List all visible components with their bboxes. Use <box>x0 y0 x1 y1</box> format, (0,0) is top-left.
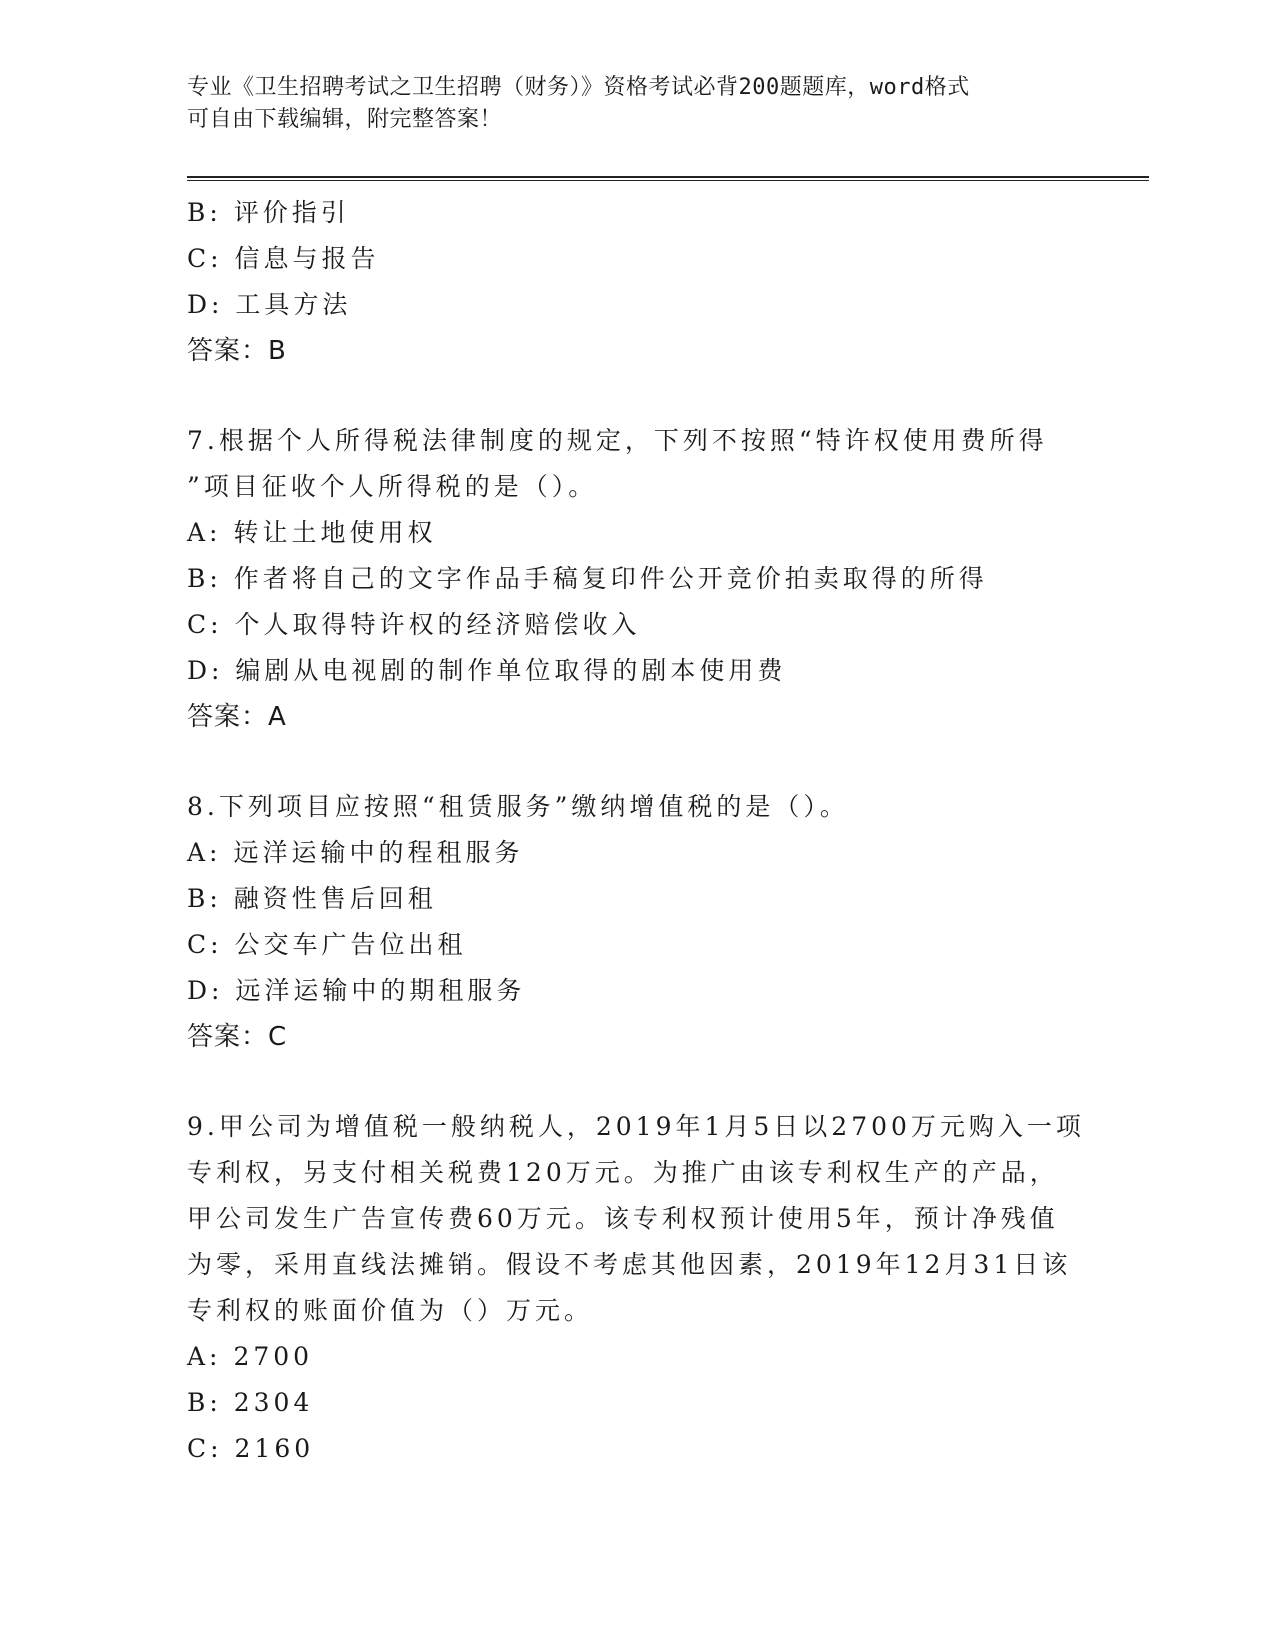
option-a: A: 转让土地使用权 <box>187 518 437 547</box>
question-content <box>187 190 1087 1472</box>
option-c: C: 公交车广告位出租 <box>187 930 467 959</box>
option-d: D: 工具方法 <box>187 290 352 319</box>
question-stem-line: 7.根据个人所得税法律制度的规定，下列不按照“特许权使用费所得 <box>187 426 1048 455</box>
option-c: C: 信息与报告 <box>187 244 380 273</box>
option-b: B: 2304 <box>187 1388 314 1417</box>
header-line-1: 专业《卫生招聘考试之卫生招聘（财务）》资格考试必背200题题库，word格式 <box>187 75 970 100</box>
question-8 <box>187 784 1087 1060</box>
option-d: D: 编剧从电视剧的制作单位取得的剧本使用费 <box>187 656 787 685</box>
header-line-2: 可自由下载编辑，附完整答案！ <box>187 107 503 132</box>
option-a: A: 远洋运输中的程租服务 <box>187 838 524 867</box>
question-7 <box>187 418 1087 740</box>
question-stem-line: ”项目征收个人所得税的是（）。 <box>187 472 598 501</box>
option-b: B: 评价指引 <box>187 198 350 227</box>
option-b: B: 作者将自己的文字作品手稿复印件公开竞价拍卖取得的所得 <box>187 564 988 593</box>
document-header <box>187 72 1087 136</box>
question-stem-line: 为零，采用直线法摊销。假设不考虑其他因素，2019年12月31日该 <box>187 1250 1072 1279</box>
answer-line: 答案：B <box>187 336 287 366</box>
question-stem-line: 甲公司发生广告宣传费60万元。该专利权预计使用5年，预计净残值 <box>187 1204 1059 1233</box>
answer-line: 答案：A <box>187 702 287 732</box>
question-stem-line: 8.下列项目应按照“租赁服务”缴纳增值税的是（）。 <box>187 792 849 821</box>
question-stem-line: 9.甲公司为增值税一般纳税人，2019年1月5日以2700万元购入一项 <box>187 1112 1085 1141</box>
option-c: C: 个人取得特许权的经济赔偿收入 <box>187 610 641 639</box>
prev-question-block <box>187 190 1087 374</box>
header-divider <box>187 176 1149 181</box>
option-a: A: 2700 <box>187 1342 314 1371</box>
answer-line: 答案：C <box>187 1022 288 1052</box>
option-b: B: 融资性售后回租 <box>187 884 437 913</box>
question-9 <box>187 1104 1087 1472</box>
question-stem-line: 专利权，另支付相关税费120万元。为推广由该专利权生产的产品， <box>187 1158 1059 1187</box>
option-c: C: 2160 <box>187 1434 315 1463</box>
option-d: D: 远洋运输中的期租服务 <box>187 976 526 1005</box>
question-stem-line: 专利权的账面价值为（）万元。 <box>187 1296 594 1325</box>
